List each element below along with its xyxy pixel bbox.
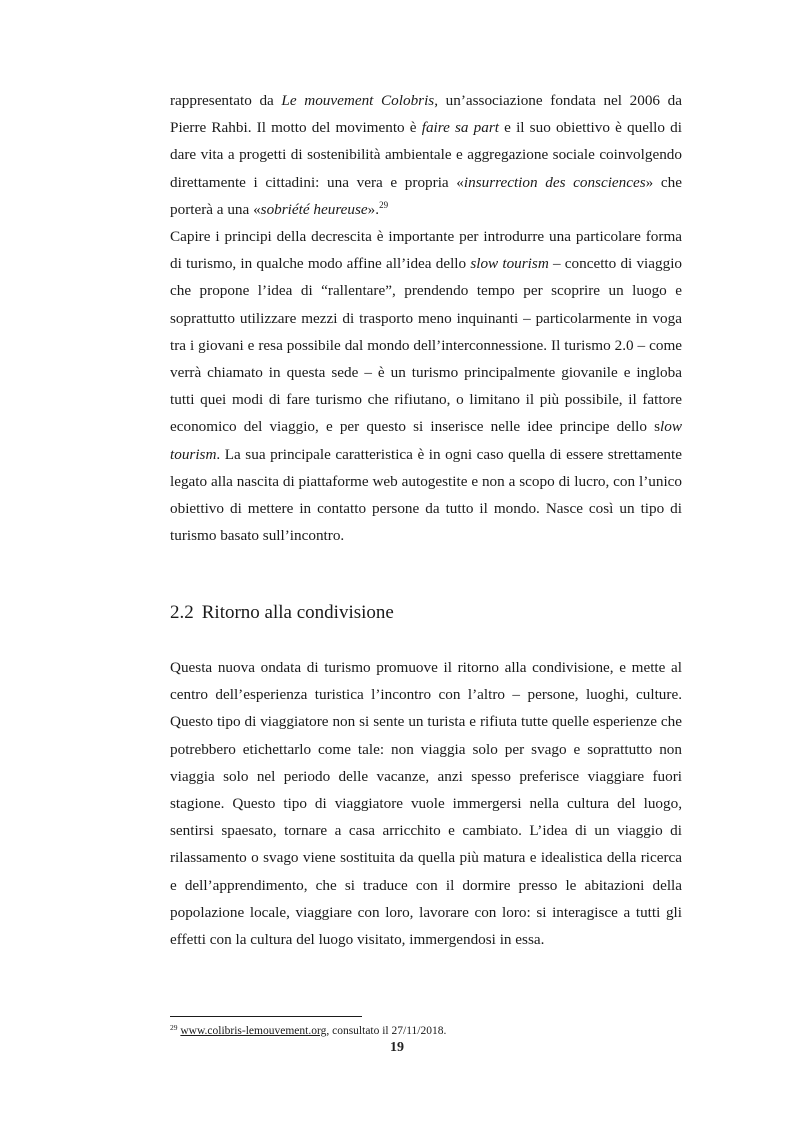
paragraph-text: . La sua principale caratteristica è in ogni caso quella di essere strettamente legato alla nascita di piattaforme web autogestite e non a scopo di lucro, con l’unico obiettivo di mettere in contatto persone da tutto il mondo. Nasce così un tipo di turismo basato sull’incontro.: [170, 445, 682, 545]
paragraph-text: ».: [367, 200, 380, 218]
italic-term: slow tourism: [470, 255, 549, 273]
footnote-reference[interactable]: 29: [379, 199, 389, 210]
italic-term: low tourism: [170, 418, 682, 463]
italic-term: faire sa part: [421, 119, 499, 137]
page-number: 19: [390, 1040, 404, 1055]
footnote-divider: [170, 1016, 362, 1017]
footnote: [170, 1024, 446, 1039]
section-title: Ritorno alla condivisione: [201, 602, 394, 623]
paragraph-text: rappresentato da: [170, 92, 282, 109]
section-heading: [170, 600, 394, 626]
section-number: 2.2: [170, 602, 194, 623]
paragraph-text: , un’associazione fondata nel 2006 da Pierre Rahbi. Il motto del movimento è: [170, 92, 682, 137]
paragraph-text: – concetto di viaggio che propone l’idea di “rallentare”, prendendo tempo per scoprire un luogo e soprattutto utilizzare mezzi di trasporto meno inquinanti – particolarmente in voga tra i giovani e resa possibile dal mondo dell’interconnessione. Il turismo 2.0 – come verrà chiamato in questa sede – è un turismo principalmente giovanile e ingloba tutti quei modi di fare turismo che rifiutano, o limitano il più possibile, il fattore economico del viaggio, e per questo si inserisce nelle idee principe dello s: [170, 255, 683, 436]
footnote-link[interactable]: www.colibris-lemouvement.org: [180, 1025, 327, 1037]
paragraph-text: e il suo obiettivo è quello di dare vita a progetti di sostenibilità ambientale e aggregazione sociale coinvolgendo direttamente i cittadini: una vera e propria «: [170, 119, 682, 191]
body-paragraph: [170, 87, 682, 223]
italic-term: sobriété heureuse: [260, 200, 368, 218]
italic-term: Le mouvement Colobris: [281, 92, 435, 109]
footnote-text: , consultato il 27/11/2018.: [326, 1025, 447, 1037]
footnote-number: 29: [170, 1023, 178, 1032]
body-paragraph: [170, 654, 682, 953]
body-paragraph: [170, 223, 682, 549]
italic-term: insurrection des consciences: [463, 173, 646, 191]
paragraph-text: » che porterà a una «: [170, 173, 682, 218]
paragraph-text: Questa nuova ondata di turismo promuove il ritorno alla condivisione, e mette al centro dell’esperienza turistica l’incontro con l’altro – persone, luoghi, culture. Questo tipo di viaggiatore non si sente un turista e rifiuta tutte quelle esperienze che potrebbero etichettarlo come tale: non viaggia solo per svago e soprattutto non viaggia solo nel periodo delle vacanze, anzi spesso preferisce viaggiare fuori stagione. Questo tipo di viaggiatore vuole immergersi nella cultura del luogo, sentirsi spaesato, tornare a casa arricchito e cambiato. L’idea di un viaggio di rilassamento o svago viene sostituita da quella più matura e idealistica della ricerca e dell’apprendimento, che si traduce con il dormire presso le abitazioni della popolazione locale, viaggiare con loro, lavorare con loro: si interagisce a tutti gli effetti con la cultura del luogo visitato, immergendosi in essa.: [170, 659, 682, 949]
paragraph-text: Capire i principi della decrescita è importante per introdurre una particolare forma di turismo, in qualche modo affine all’idea dello: [170, 228, 682, 273]
